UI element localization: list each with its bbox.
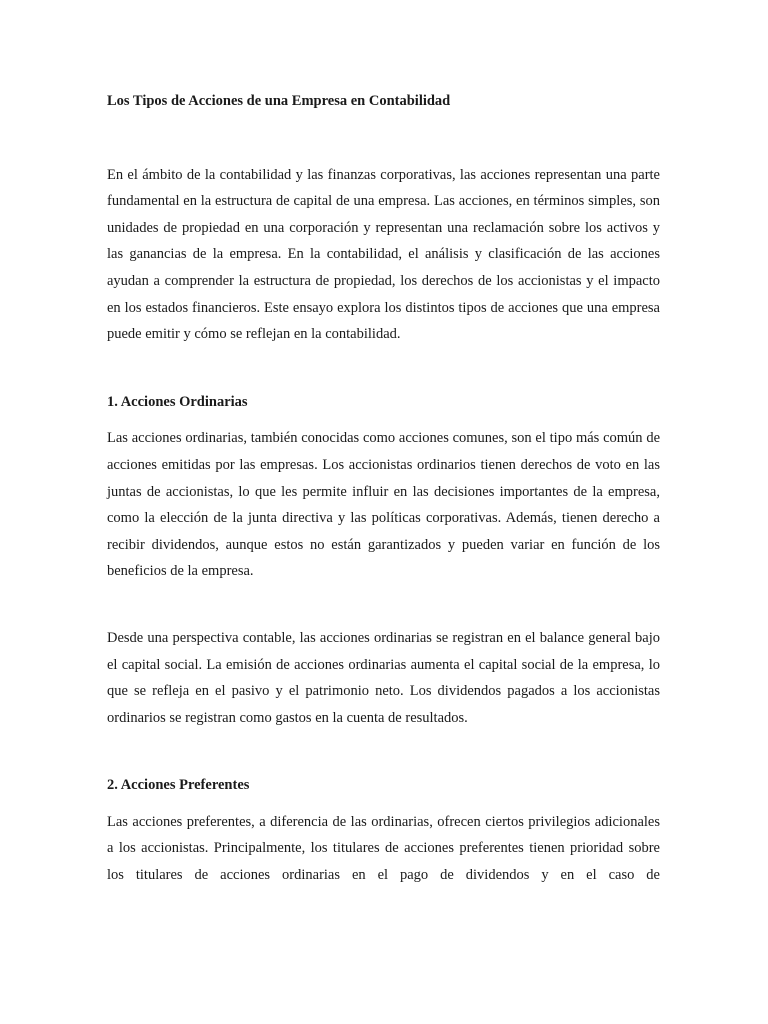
- document-body: [107, 88, 660, 889]
- spacer: [107, 799, 660, 809]
- section-heading-acciones-ordinarias: 1. Acciones Ordinarias: [107, 393, 248, 410]
- intro-paragraph: En el ámbito de la contabilidad y las finanzas corporativas, las acciones representan una parte fundamental en la estructura de capital de una empresa. Las acciones, en términos simples, son unidades de propiedad en una corporación y representan una reclamación sobre los activos y las ganancias de la empresa. En la contabilidad, el análisis y clasificación de las acciones ayudan a comprender la estructura de propiedad, los derechos de los accionistas y el impacto en los estados financieros. Este ensayo explora los distintos tipos de acciones que una empresa puede emitir y cómo se reflejan en la contabilidad.: [107, 166, 660, 343]
- spacer: [107, 415, 660, 425]
- section-paragraph: Las acciones preferentes, a diferencia de las ordinarias, ofrecen ciertos privilegios adicionales a los accionistas. Principalmente, los titulares de acciones preferentes tienen prioridad sobre los titulares de acciones ordinarias en el pago de dividendos y en el caso de: [107, 813, 660, 884]
- spacer: [107, 585, 660, 625]
- section-paragraph: Desde una perspectiva contable, las acciones ordinarias se registran en el balance general bajo el capital social. La emisión de acciones ordinarias aumenta el capital social de la empresa, lo que se refleja en el pasivo y el patrimonio neto. Los dividendos pagados a los accionistas ordinarios se registran como gastos en la cuenta de resultados.: [107, 629, 660, 726]
- spacer: [107, 731, 660, 772]
- spacer: [107, 348, 660, 389]
- document-title: Los Tipos de Acciones de una Empresa en Contabilidad: [107, 93, 451, 109]
- spacer: [107, 115, 660, 162]
- section-heading-acciones-preferentes: 2. Acciones Preferentes: [107, 777, 250, 794]
- section-paragraph: Las acciones ordinarias, también conocidas como acciones comunes, son el tipo más común de acciones emitidas por las empresas. Los accionistas ordinarios tienen derechos de voto en las juntas de accionistas, lo que les permite influir en las decisiones importantes de la empresa, como la elección de la junta directiva y las políticas corporativas. Además, tienen derecho a recibir dividendos, aunque estos no están garantizados y pueden variar en función de los beneficios de la empresa.: [107, 430, 660, 580]
